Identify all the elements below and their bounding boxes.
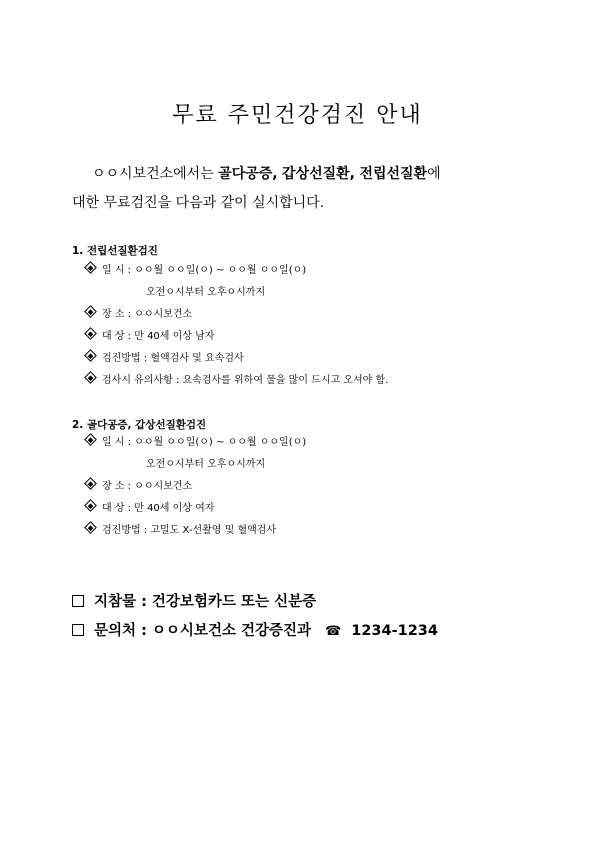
- diamond-bullet-icon: [84, 349, 97, 362]
- list-item: [84, 304, 544, 326]
- section-2-date: 일 시 : ㅇㅇ월 ㅇㅇ일(ㅇ) ~ ㅇㅇ월 ㅇㅇ일(ㅇ): [102, 437, 307, 448]
- intro-paragraph: [72, 160, 532, 218]
- intro-line-2: 대한 무료검진을 다음과 같이 실시합니다.: [72, 195, 325, 211]
- contact-note: [72, 619, 438, 640]
- list-item: [84, 370, 544, 392]
- list-item: [84, 348, 544, 370]
- disease-osteoporosis: 골다공증,: [218, 166, 278, 182]
- list-item: [84, 454, 544, 476]
- intro-line-1: [72, 160, 532, 189]
- diamond-bullet-icon: [84, 327, 97, 340]
- list-item: [84, 260, 544, 282]
- section-1-method: 검진방법 : 혈액검사 및 요속검사: [102, 353, 244, 364]
- list-item: [84, 520, 544, 542]
- diamond-bullet-icon: [84, 521, 97, 534]
- disease-prostate: 전립선질환: [359, 166, 428, 182]
- page-title: 무료 주민건강검진 안내: [172, 103, 423, 128]
- diamond-bullet-icon: [84, 433, 97, 446]
- square-box-icon: [72, 624, 84, 636]
- diamond-bullet-icon: [84, 499, 97, 512]
- diamond-bullet-icon: [84, 371, 97, 384]
- bring-items-note: [72, 590, 316, 611]
- section-2-method: 검진방법 : 고밀도 X-선촬영 및 혈액검사: [102, 525, 277, 536]
- list-item: [84, 498, 544, 520]
- contact-text: 문의처 : ㅇㅇ시보건소 건강증진과: [94, 623, 312, 639]
- section-2-place: 장 소 : ㅇㅇ시보건소: [102, 481, 193, 492]
- phone-number: 1234-1234: [351, 623, 438, 639]
- section-1-caution: 검사시 유의사항 : 요속검사를 위하여 물을 많이 드시고 오셔야 함.: [102, 375, 389, 386]
- section-1-title: 1. 전립선질환검진: [72, 245, 158, 257]
- section-2-time: 오전ㅇ시부터 오후ㅇ시까지: [146, 459, 266, 470]
- diamond-bullet-icon: [84, 477, 97, 490]
- intro-prefix: ㅇㅇ시보건소에서는: [92, 166, 219, 182]
- telephone-icon: ☎: [325, 624, 342, 639]
- list-item: [84, 476, 544, 498]
- diamond-bullet-icon: [84, 261, 97, 274]
- list-item: [84, 282, 544, 304]
- bring-items-text: 지참물 : 건강보험카드 또는 신분증: [94, 594, 317, 610]
- section-2-list: [84, 432, 544, 542]
- list-item: [84, 326, 544, 348]
- intro-suffix: 에: [427, 166, 441, 182]
- section-2-title: 2. 골다공증, 갑상선질환검진: [72, 419, 207, 431]
- disease-thyroid: 갑상선질환,: [282, 166, 355, 182]
- section-2-target: 대 상 : 만 40세 이상 여자: [102, 503, 215, 514]
- section-1-list: [84, 260, 544, 392]
- section-1-time: 오전ㅇ시부터 오후ㅇ시까지: [146, 287, 266, 298]
- section-1-date: 일 시 : ㅇㅇ월 ㅇㅇ일(ㅇ) ~ ㅇㅇ월 ㅇㅇ일(ㅇ): [102, 265, 307, 276]
- square-box-icon: [72, 595, 84, 607]
- section-1-place: 장 소 : ㅇㅇ시보건소: [102, 309, 193, 320]
- diamond-bullet-icon: [84, 305, 97, 318]
- list-item: [84, 432, 544, 454]
- section-1-target: 대 상 : 만 40세 이상 남자: [102, 331, 215, 342]
